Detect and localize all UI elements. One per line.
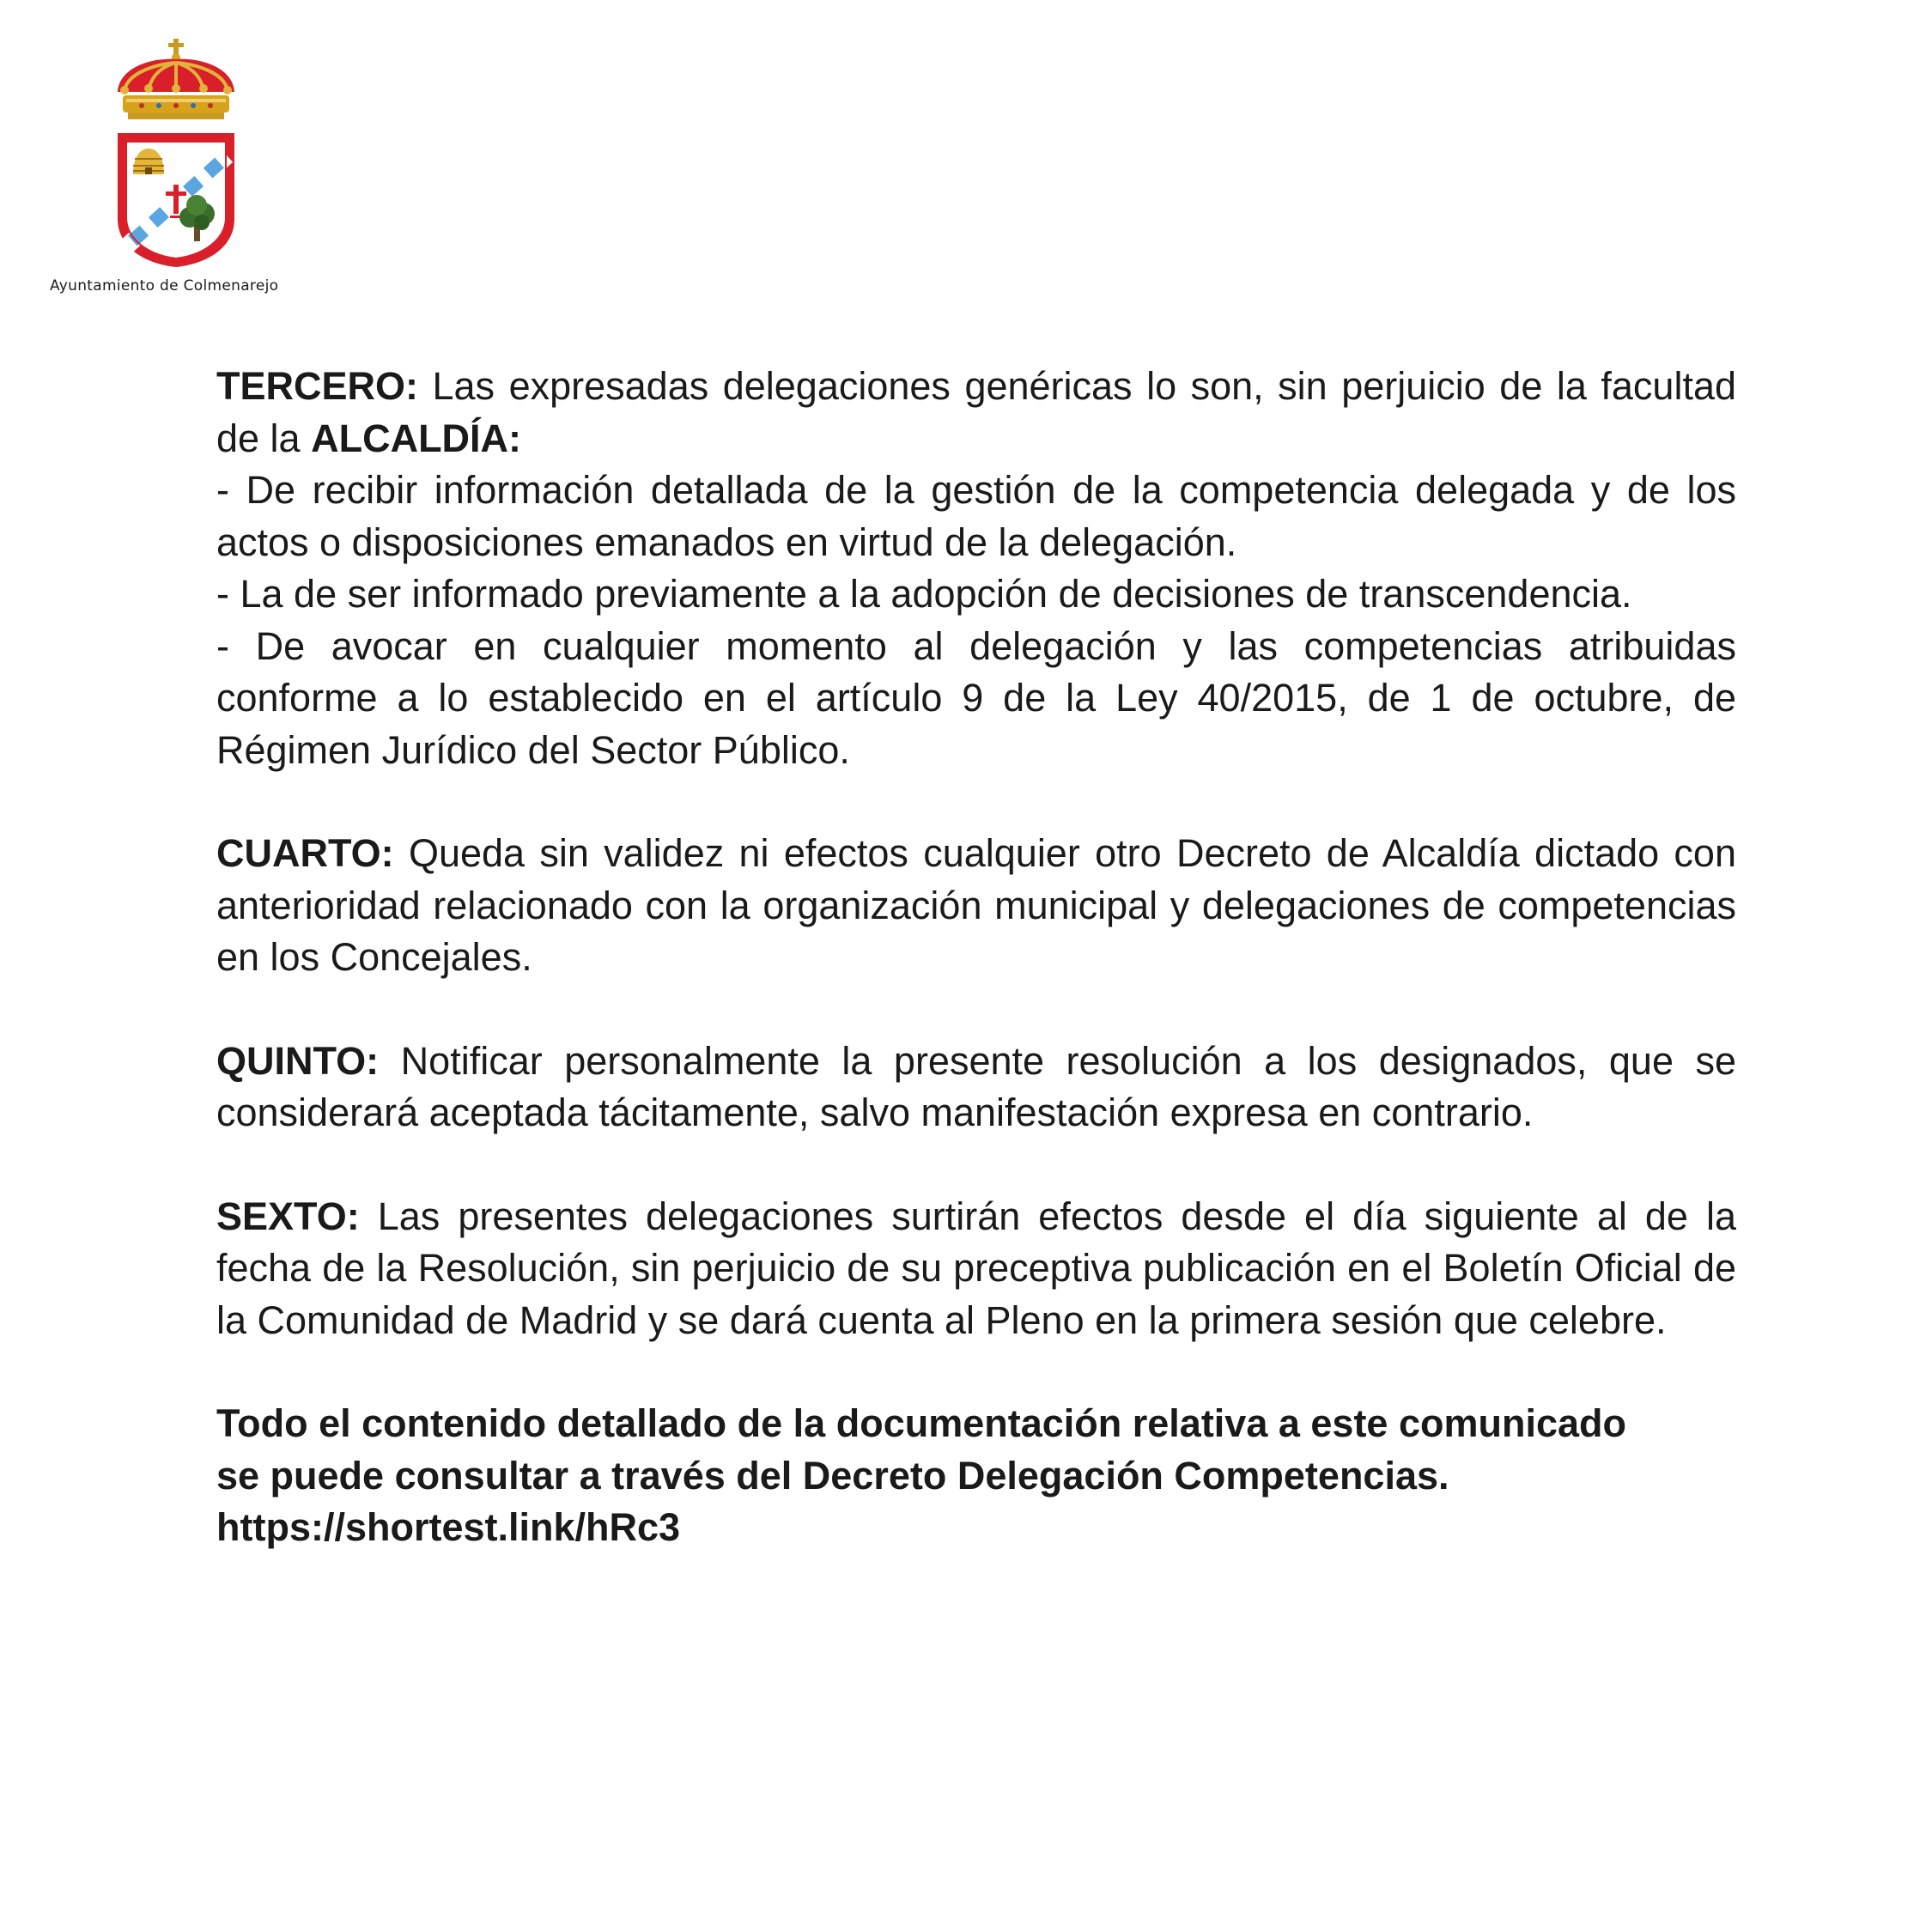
section-tercero: [216, 361, 1736, 776]
closing-note: [216, 1398, 1736, 1554]
cuarto-text: Queda sin validez ni efectos cualquier otro Decreto de Alcaldía dictado con anterioridad relacionado con la organización municipal y delegaciones de competencias en los Concejales.: [216, 831, 1736, 979]
section-quinto: [216, 1036, 1736, 1139]
sexto-text: Las presentes delegaciones surtirán efectos desde el día siguiente al de la fecha de la Resolución, sin perjuicio de su preceptiva publicación en el Boletín Oficial de la Comunidad de Madrid y se dará cuenta al Pleno en la primera sesión que celebre.: [216, 1194, 1736, 1342]
closing-line-1: Todo el contenido detallado de la documentación relativa a este comunicado: [216, 1401, 1626, 1445]
section-cuarto: [216, 828, 1736, 984]
section-label-quinto: QUINTO:: [216, 1038, 380, 1083]
organization-name: Ayuntamiento de Colmenarejo: [50, 277, 279, 295]
tercero-item-3: - De avocar en cualquier momento al delegación y las competencias atribuidas conforme a lo establecido en el artículo 9 de la Ley 40/2015, de 1 de octubre, de Régimen Jurídico del Sector Público.: [216, 623, 1736, 772]
document-body: [216, 361, 1736, 1554]
tercero-item-1: - De recibir información detallada de la gestión de la competencia delegada y de los actos o disposiciones emanados en virtud de la delegación.: [216, 468, 1736, 564]
section-label-cuarto: CUARTO:: [216, 831, 394, 875]
quinto-text: Notificar personalmente la presente resolución a los designados, que se considerará aceptada tácitamente, salvo manifestación expresa en contrario.: [216, 1038, 1736, 1134]
section-label-sexto: SEXTO:: [216, 1194, 360, 1238]
tercero-item-2: - La de ser informado previamente a la adopción de decisiones de transcendencia.: [216, 572, 1632, 616]
coat-of-arms-logo: [107, 39, 245, 272]
closing-line-2: se puede consultar a través del Decreto Delegación Competencias.: [216, 1453, 1449, 1498]
tercero-intro: Las expresadas delegaciones genéricas lo son, sin perjuicio de la facultad de la: [216, 364, 1736, 460]
alcaldia-label: ALCALDÍA:: [311, 416, 522, 460]
section-sexto: [216, 1191, 1736, 1347]
decree-link[interactable]: https://shortest.link/hRc3: [216, 1505, 681, 1549]
section-label-tercero: TERCERO:: [216, 364, 418, 408]
